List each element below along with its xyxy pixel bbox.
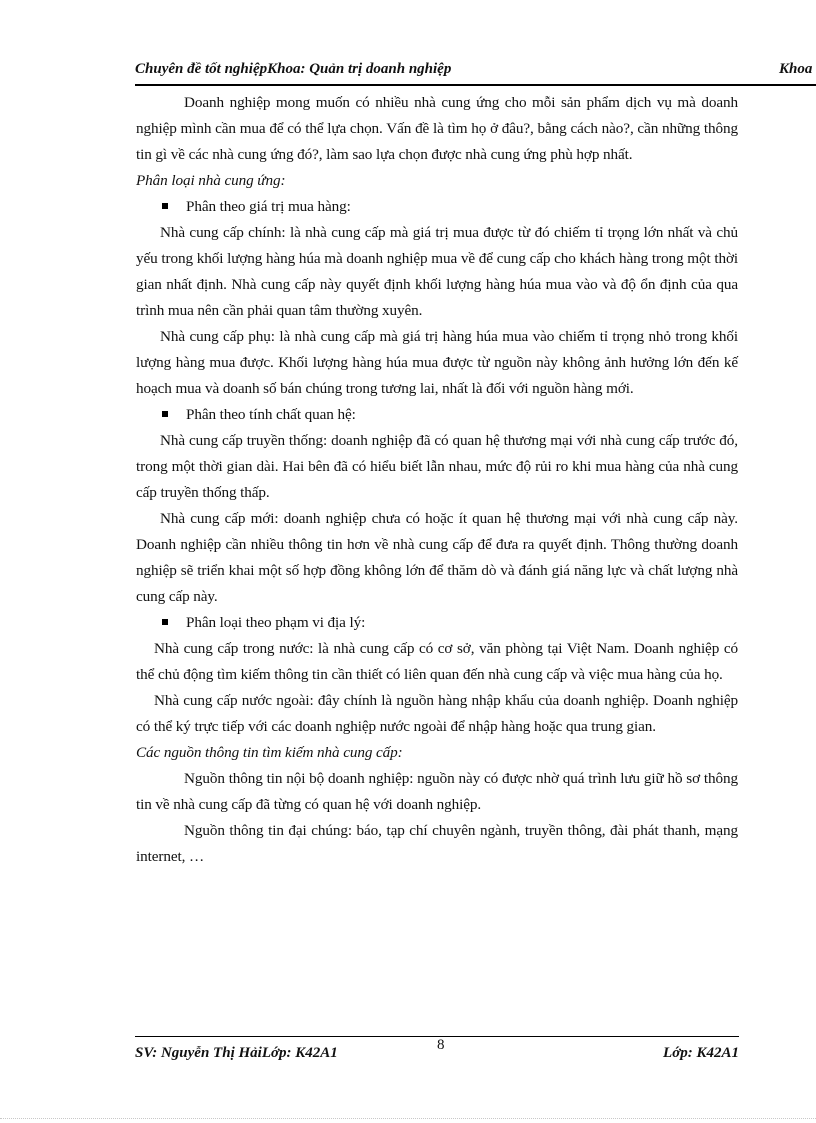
paragraph-internal-source: Nguồn thông tin nội bộ doanh nghiệp: nguồn này có được nhờ quá trình lưu giữ hồ sơ thông tin về nhà cung cấp đã từng có quan hệ với doanh nghiệp. <box>136 770 738 813</box>
bullet-icon <box>162 411 168 417</box>
header-right: Khoa <box>779 61 813 77</box>
section-heading-sources: Các nguồn thông tin tìm kiếm nhà cung cấp: <box>136 744 403 761</box>
paragraph-domestic-supplier: Nhà cung cấp trong nước: là nhà cung cấp có cơ sở, văn phòng tại Việt Nam. Doanh nghiệp có thể chủ động tìm kiếm thông tin cần thiết có liên quan đến nhà cung cấp và việc mua hàng của họ. <box>136 640 738 683</box>
bullet-by-purchase-value <box>136 194 738 220</box>
page-footer <box>135 1036 739 1067</box>
paragraph-intro: Doanh nghiệp mong muốn có nhiều nhà cung ứng cho mỗi sản phẩm dịch vụ mà doanh nghiệp mình cần mua để có thể lựa chọn. Vấn đề là tìm họ ở đâu?, bằng cách nào?, cần những thông tin gì về các nhà cung ứng đó?, làm sao lựa chọn được nhà cung ứng phù hợp nhất. <box>136 94 738 163</box>
paragraph-new-supplier: Nhà cung cấp mới: doanh nghiệp chưa có hoặc ít quan hệ thương mại với nhà cung cấp này. Doanh nghiệp cần nhiều thông tin hơn về nhà cung cấp để đưa ra quyết định. Thông thường doanh nghiệp sẽ triển khai một số hợp đồng không lớn để thăm dò và đánh giá năng lực và chất lượng nhà cung cấp này. <box>136 510 738 605</box>
paragraph-secondary-supplier: Nhà cung cấp phụ: là nhà cung cấp mà giá trị hàng húa mua vào chiếm tỉ trọng nhỏ trong khối lượng hàng mua được. Khối lượng hàng húa mua được từ nguồn này không ảnh hưởng lớn đến kế hoạch mua và doanh số bán chúng trong tương lai, nhất là đối với nguồn hàng mới. <box>136 328 738 397</box>
page-number: 8 <box>437 1037 445 1053</box>
paragraph-public-source: Nguồn thông tin đại chúng: báo, tạp chí chuyên ngành, truyền thông, đài phát thanh, mạng internet, … <box>136 822 738 865</box>
header-title: Chuyên đề tốt nghiệpKhoa: Quản trị doanh nghiệp <box>135 61 452 77</box>
bullet-icon <box>162 619 168 625</box>
page-bottom-divider <box>0 1118 816 1119</box>
footer-class: Lớp: K42A1 <box>663 1045 739 1061</box>
paragraph-foreign-supplier: Nhà cung cấp nước ngoài: đây chính là nguồn hàng nhập khẩu của doanh nghiệp. Doanh nghiệp có thể ký trực tiếp với các doanh nghiệp nước ngoài để nhập hàng hoặc qua trung gian. <box>136 692 738 735</box>
paragraph-traditional-supplier: Nhà cung cấp truyền thống: doanh nghiệp đã có quan hệ thương mại với nhà cung cấp trước đó, trong một thời gian dài. Hai bên đã có hiểu biết lẫn nhau, mức độ rủi ro khi mua hàng của nhà cung cấp truyền thống thấp. <box>136 432 738 501</box>
bullet-label: Phân theo tính chất quan hệ: <box>186 406 356 423</box>
page-header <box>135 58 816 86</box>
bullet-label: Phân loại theo phạm vi địa lý: <box>186 614 366 631</box>
bullet-icon <box>162 203 168 209</box>
bullet-label: Phân theo giá trị mua hàng: <box>186 198 351 215</box>
paragraph-main-supplier: Nhà cung cấp chính: là nhà cung cấp mà giá trị mua được từ đó chiếm tỉ trọng lớn nhất và chủ yếu trong khối lượng hàng húa mà doanh nghiệp mua về để cung cấp cho khách hàng trong một thời gian nhất định. Nhà cung cấp này quyết định khối lượng hàng húa mua vào và độ ổn định của qua trình mua nên cần phải quan tâm thường xuyên. <box>136 224 738 319</box>
section-heading-classification: Phân loại nhà cung ứng: <box>136 172 286 189</box>
bullet-by-relationship <box>136 402 738 428</box>
bullet-by-geography <box>136 610 738 636</box>
footer-student: SV: Nguyễn Thị HảiLớp: K42A1 <box>135 1045 338 1061</box>
document-body <box>136 90 738 870</box>
